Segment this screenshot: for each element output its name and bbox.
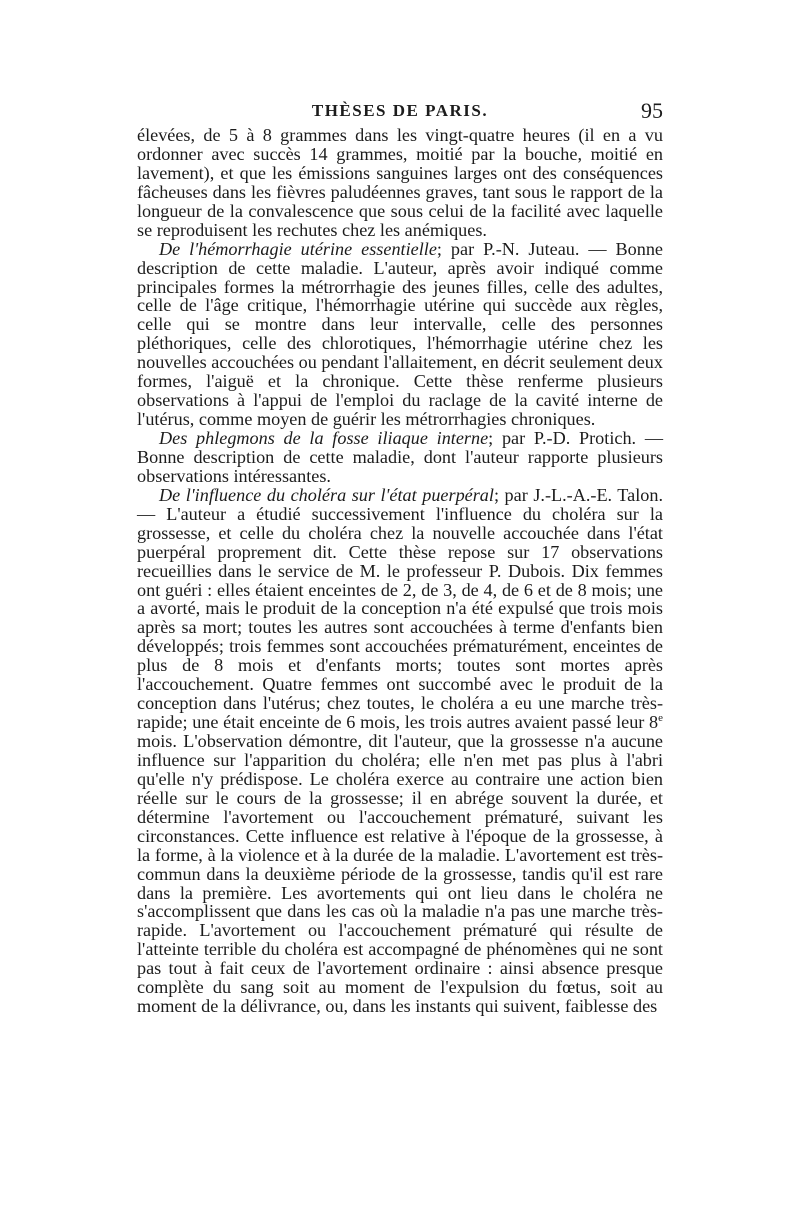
paragraph (137, 429, 663, 486)
paragraph (137, 486, 663, 1016)
thesis-title: De l'hémorrhagie utérine essentielle (159, 238, 437, 259)
text-run: ; par P.-D. Protich. — Bonne description de cette maladie, dont l'auteur rapporte plusieurs observations intéressantes. (137, 428, 664, 486)
book-page (137, 96, 663, 1016)
page-header (137, 96, 663, 126)
thesis-title: Des phlegmons de la fosse iliaque interne (159, 428, 489, 448)
body-text (137, 126, 663, 1016)
superscript: e (658, 712, 663, 724)
page-number: 95 (641, 98, 663, 123)
paragraph (137, 240, 663, 429)
paragraph (137, 126, 663, 240)
thesis-title: De l'influence du choléra sur l'état puerpéral (159, 484, 494, 505)
text-run: ; par J.-L.-A.-E. Talon. — L'auteur a étudié successivement l'influence du choléra sur la grossesse, et celle du choléra chez la nouvelle accouchée dans l'état puerpéral proprement dit. Cette thèse repose sur 17 observations recueillies dans le service de M. le professeur P. Dubois. Dix femmes ont guéri : elles étaient enceintes de 2, de 3, de 4, de 6 et de 8 mois; une a avorté, mais le produit de la conception n'a été expulsé que trois mois après sa mort; toutes les autres sont accouchées à terme d'enfants bien développés; trois femmes sont accouchées prématurément, enceintes de plus de 8 mois et d'enfants morts; toutes sont mortes après l'accouchement. Quatre femmes ont succombé avec le produit de la conception dans l'utérus; chez toutes, le choléra a eu une marche très-rapide; une était enceinte de 6 mois, les trois autres avaient passé leur 8 (137, 484, 664, 733)
running-title: THÈSES DE PARIS. (311, 101, 489, 120)
text-run: ; par P.-N. Juteau. — Bonne description de cette maladie. L'auteur, après avoir indiqué comme principales formes la métrorrhagie des jeunes filles, celle des adultes, celle de l'âge critique, l'hémorrhagie utérine qui succède aux règles, celle qui se montre dans leur intervalle, celle des personnes pléthoriques, celle des chlorotiques, l'hémorrhagie utérine chez les nouvelles accouchées ou pendant l'allaitement, en décrit seulement deux formes, l'aiguë et la chronique. Cette thèse renferme plusieurs observations à l'appui de l'emploi du raclage de la cavité interne de l'utérus, comme moyen de guérir les métrorrhagies chroniques. (137, 238, 664, 430)
text-run: mois. L'observation démontre, dit l'auteur, que la grossesse n'a aucune influence sur l'apparition du choléra; elle n'en met pas plus à l'abri qu'elle n'y prédispose. Le choléra exerce au contraire une action bien réelle sur le cours de la grossesse; il en abrége souvent la durée, et détermine l'avortement ou l'accouchement prématuré, suivant les circonstances. Cette influence est relative à l'époque de la grossesse, à la forme, à la violence et à la durée de la maladie. L'avortement est très-commun dans la deuxième période de la grossesse, tandis qu'il est rare dans la première. Les avortements qui ont lieu dans le choléra ne s'accomplissent que dans les cas où la maladie n'a pas une marche très-rapide. L'avortement ou l'accouchement prématuré qui résulte de l'atteinte terrible du choléra est accompagné de phénomènes qui ne sont pas tout à fait ceux de l'avortement ordinaire : ainsi absence presque complète du sang soit au moment de l'expulsion du fœtus, soit au moment de la délivrance, ou, dans les instants qui suivent, faiblesse des (137, 731, 663, 1017)
text-run: élevées, de 5 à 8 grammes dans les vingt-quatre heures (il en a vu ordonner avec succès 14 grammes, moitié par la bouche, moitié en lavement), et que les émissions sanguines larges ont des conséquences fâcheuses dans les fièvres paludéennes graves, tant sous le rapport de la longueur de la convalescence que sous celui de la facilité avec laquelle se reproduisent les rechutes chez les anémiques. (137, 125, 663, 240)
